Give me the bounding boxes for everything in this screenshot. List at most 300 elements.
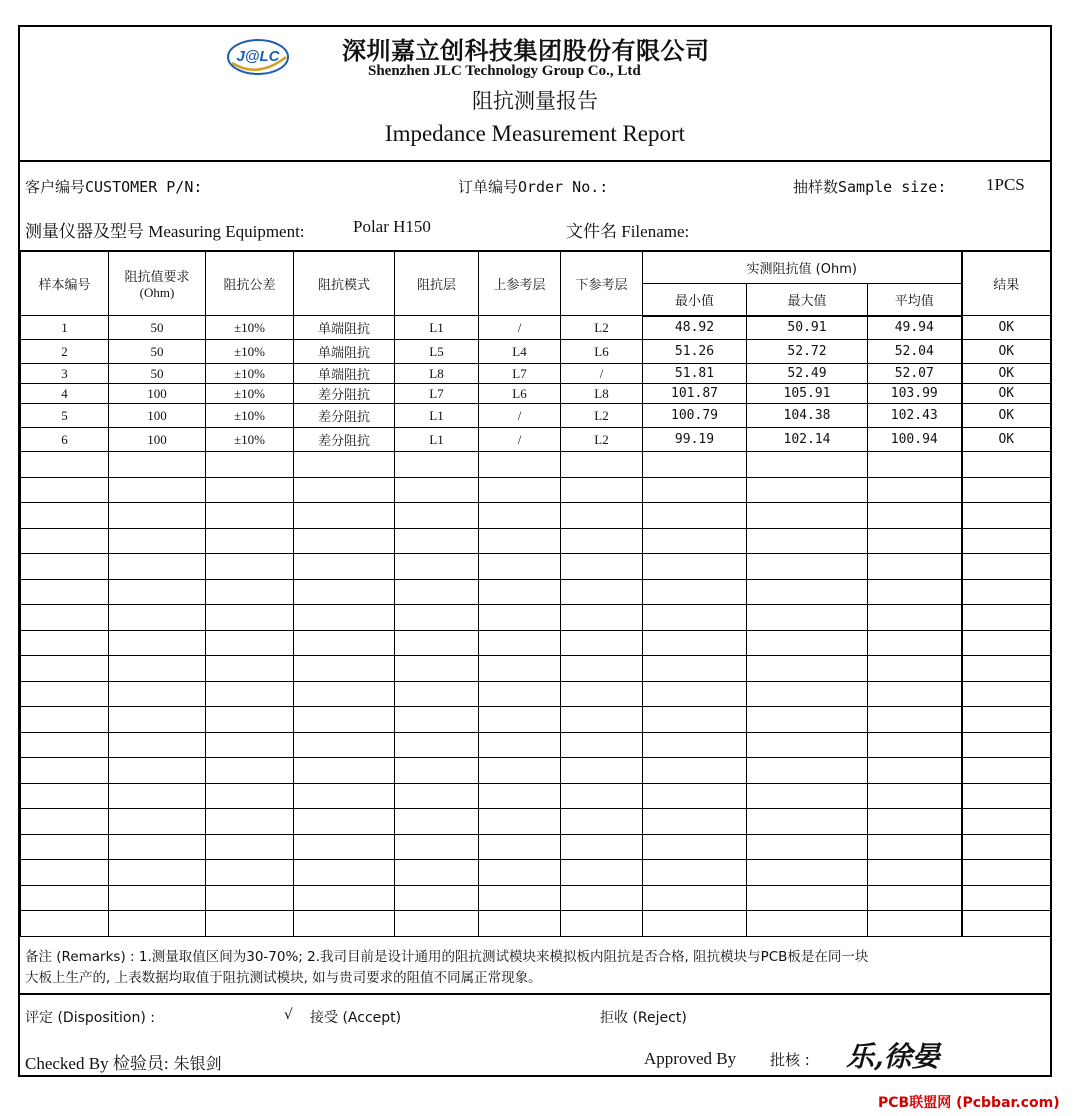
empty-cell (747, 732, 868, 758)
company-name-cn: 深圳嘉立创科技集团股份有限公司 (342, 37, 710, 65)
empty-cell (868, 630, 962, 656)
cell-avg: 52.04 (868, 340, 962, 364)
cell-down: L8 (561, 384, 643, 404)
empty-cell (561, 579, 643, 605)
cell-layer: L7 (395, 384, 479, 404)
empty-table-row (21, 783, 1051, 809)
empty-cell (962, 477, 1051, 503)
empty-cell (395, 630, 479, 656)
empty-cell (21, 630, 109, 656)
empty-cell (479, 528, 561, 554)
empty-cell (747, 860, 868, 886)
empty-cell (479, 605, 561, 631)
empty-cell (395, 605, 479, 631)
empty-cell (395, 681, 479, 707)
cell-req: 50 (109, 316, 206, 340)
empty-cell (561, 528, 643, 554)
empty-cell (479, 579, 561, 605)
empty-cell (21, 681, 109, 707)
cell-down: / (561, 364, 643, 384)
table-row (21, 384, 1051, 404)
cell-mode: 差分阻抗 (294, 404, 395, 428)
empty-cell (395, 809, 479, 835)
disposition-label: 评定 (Disposition) : (25, 1010, 155, 1026)
header-impedance-req: 阻抗值要求 (Ohm) (109, 251, 206, 316)
empty-table-row (21, 452, 1051, 478)
empty-cell (747, 452, 868, 478)
empty-table-row (21, 656, 1051, 682)
empty-cell (294, 783, 395, 809)
empty-cell (395, 860, 479, 886)
filename-label: 文件名 Filename: (566, 222, 690, 241)
empty-cell (109, 579, 206, 605)
empty-cell (21, 809, 109, 835)
cell-min: 101.87 (643, 384, 747, 404)
empty-cell (868, 452, 962, 478)
empty-cell (109, 783, 206, 809)
cell-min: 48.92 (643, 316, 747, 340)
empty-cell (206, 528, 294, 554)
cell-avg: 49.94 (868, 316, 962, 340)
cell-res: OK (962, 316, 1051, 340)
empty-table-row (21, 732, 1051, 758)
empty-cell (747, 911, 868, 937)
report-title-en: Impedance Measurement Report (384, 121, 686, 146)
cell-max: 50.91 (747, 316, 868, 340)
cell-no: 4 (21, 384, 109, 404)
empty-cell (479, 732, 561, 758)
empty-cell (21, 605, 109, 631)
cell-req: 50 (109, 340, 206, 364)
empty-table-row (21, 681, 1051, 707)
empty-cell (206, 554, 294, 580)
empty-cell (868, 681, 962, 707)
accept-label: 接受 (Accept) (310, 1010, 402, 1026)
cell-mode: 单端阻抗 (294, 340, 395, 364)
empty-table-row (21, 605, 1051, 631)
empty-cell (109, 732, 206, 758)
empty-cell (395, 732, 479, 758)
empty-cell (643, 783, 747, 809)
cell-tol: ±10% (206, 340, 294, 364)
empty-cell (206, 681, 294, 707)
cell-up: L4 (479, 340, 561, 364)
empty-table-row (21, 911, 1051, 937)
empty-cell (868, 656, 962, 682)
cell-down: L2 (561, 428, 643, 452)
empty-cell (479, 630, 561, 656)
empty-cell (561, 758, 643, 784)
empty-cell (643, 911, 747, 937)
cell-max: 102.14 (747, 428, 868, 452)
table-header-row (21, 251, 1051, 284)
empty-cell (747, 809, 868, 835)
approver-signature: 乐,徐晏 (846, 1040, 940, 1073)
empty-cell (747, 630, 868, 656)
reject-label: 拒收 (Reject) (600, 1010, 687, 1026)
empty-cell (643, 834, 747, 860)
empty-cell (206, 834, 294, 860)
cell-down: L2 (561, 316, 643, 340)
accept-checkmark: √ (284, 1007, 293, 1023)
empty-cell (294, 860, 395, 886)
empty-cell (962, 758, 1051, 784)
empty-cell (109, 885, 206, 911)
empty-table-row (21, 554, 1051, 580)
empty-cell (294, 732, 395, 758)
cell-up: / (479, 316, 561, 340)
empty-cell (206, 860, 294, 886)
empty-cell (561, 605, 643, 631)
cell-min: 51.81 (643, 364, 747, 384)
empty-cell (294, 758, 395, 784)
empty-cell (206, 707, 294, 733)
empty-cell (206, 477, 294, 503)
header-upper-ref: 上参考层 (479, 251, 561, 316)
empty-cell (21, 554, 109, 580)
empty-table-row (21, 477, 1051, 503)
cell-up: / (479, 428, 561, 452)
approved-cn-label: 批核 : (770, 1051, 810, 1069)
empty-cell (868, 503, 962, 529)
watermark: PCB联盟网 (Pcbbar.com) (878, 1095, 1060, 1111)
empty-cell (109, 834, 206, 860)
empty-cell (206, 758, 294, 784)
equipment-value: Polar H150 (353, 217, 431, 236)
empty-cell (962, 732, 1051, 758)
empty-cell (294, 656, 395, 682)
cell-mode: 单端阻抗 (294, 364, 395, 384)
empty-cell (962, 503, 1051, 529)
empty-cell (206, 605, 294, 631)
empty-cell (643, 758, 747, 784)
empty-cell (962, 911, 1051, 937)
empty-table-row (21, 579, 1051, 605)
table-row (21, 340, 1051, 364)
empty-cell (206, 503, 294, 529)
empty-table-row (21, 809, 1051, 835)
empty-cell (206, 656, 294, 682)
empty-cell (294, 554, 395, 580)
empty-cell (868, 783, 962, 809)
cell-min: 100.79 (643, 404, 747, 428)
empty-cell (561, 630, 643, 656)
cell-tol: ±10% (206, 404, 294, 428)
empty-cell (868, 758, 962, 784)
empty-cell (868, 860, 962, 886)
empty-cell (109, 656, 206, 682)
empty-cell (395, 758, 479, 784)
empty-cell (21, 528, 109, 554)
empty-cell (109, 554, 206, 580)
company-name-en: Shenzhen JLC Technology Group Co., Ltd (368, 63, 641, 79)
table-row (21, 316, 1051, 340)
empty-cell (643, 656, 747, 682)
cell-req: 100 (109, 428, 206, 452)
cell-layer: L5 (395, 340, 479, 364)
empty-cell (21, 477, 109, 503)
order-no-label: 订单编号Order No.: (458, 178, 609, 196)
empty-cell (395, 783, 479, 809)
empty-cell (109, 503, 206, 529)
empty-table-row (21, 630, 1051, 656)
empty-cell (479, 681, 561, 707)
empty-cell (21, 758, 109, 784)
empty-cell (561, 707, 643, 733)
empty-cell (21, 579, 109, 605)
report-header (20, 27, 1050, 162)
cell-no: 2 (21, 340, 109, 364)
empty-cell (643, 503, 747, 529)
empty-cell (962, 554, 1051, 580)
empty-cell (395, 528, 479, 554)
empty-cell (206, 783, 294, 809)
cell-mode: 差分阻抗 (294, 384, 395, 404)
empty-cell (294, 477, 395, 503)
cell-layer: L1 (395, 404, 479, 428)
empty-cell (643, 528, 747, 554)
svg-text:J@LC: J@LC (236, 48, 280, 65)
empty-table-row (21, 834, 1051, 860)
empty-cell (868, 707, 962, 733)
empty-cell (561, 885, 643, 911)
cell-req: 100 (109, 404, 206, 428)
empty-cell (747, 503, 868, 529)
empty-cell (395, 477, 479, 503)
empty-cell (206, 911, 294, 937)
cell-max: 104.38 (747, 404, 868, 428)
cell-up: / (479, 404, 561, 428)
empty-cell (479, 477, 561, 503)
jlc-logo (222, 33, 292, 77)
empty-cell (479, 783, 561, 809)
empty-cell (561, 681, 643, 707)
empty-cell (294, 630, 395, 656)
header-max: 最大值 (747, 284, 868, 316)
empty-table-row (21, 528, 1051, 554)
cell-res: OK (962, 364, 1051, 384)
empty-cell (294, 707, 395, 733)
empty-cell (962, 579, 1051, 605)
header-tolerance: 阻抗公差 (206, 251, 294, 316)
empty-cell (206, 579, 294, 605)
empty-cell (395, 452, 479, 478)
empty-cell (109, 630, 206, 656)
cell-tol: ±10% (206, 428, 294, 452)
cell-min: 99.19 (643, 428, 747, 452)
cell-res: OK (962, 404, 1051, 428)
sample-size-label: 抽样数Sample size: (793, 178, 947, 196)
empty-cell (294, 452, 395, 478)
sample-size-value: 1PCS (986, 175, 1025, 194)
empty-cell (747, 834, 868, 860)
empty-cell (294, 503, 395, 529)
empty-cell (962, 707, 1051, 733)
cell-layer: L1 (395, 428, 479, 452)
empty-cell (561, 656, 643, 682)
empty-cell (109, 809, 206, 835)
empty-cell (747, 528, 868, 554)
empty-cell (21, 656, 109, 682)
empty-cell (962, 528, 1051, 554)
table-row (21, 428, 1051, 452)
report-info (20, 160, 1050, 252)
empty-cell (747, 885, 868, 911)
empty-cell (294, 834, 395, 860)
empty-cell (962, 885, 1051, 911)
empty-cell (561, 732, 643, 758)
header-lower-ref: 下参考层 (561, 251, 643, 316)
empty-cell (206, 885, 294, 911)
impedance-table (20, 250, 1051, 937)
empty-cell (479, 885, 561, 911)
empty-cell (21, 911, 109, 937)
empty-cell (962, 860, 1051, 886)
empty-cell (747, 554, 868, 580)
empty-cell (561, 809, 643, 835)
cell-layer: L8 (395, 364, 479, 384)
cell-no: 5 (21, 404, 109, 428)
cell-max: 52.49 (747, 364, 868, 384)
empty-cell (395, 885, 479, 911)
empty-cell (21, 452, 109, 478)
header-mode: 阻抗模式 (294, 251, 395, 316)
cell-avg: 100.94 (868, 428, 962, 452)
empty-cell (643, 809, 747, 835)
cell-tol: ±10% (206, 364, 294, 384)
empty-cell (479, 834, 561, 860)
empty-cell (643, 860, 747, 886)
cell-tol: ±10% (206, 316, 294, 340)
empty-cell (868, 605, 962, 631)
empty-cell (21, 885, 109, 911)
empty-cell (395, 834, 479, 860)
empty-cell (747, 681, 868, 707)
empty-cell (962, 681, 1051, 707)
empty-cell (868, 579, 962, 605)
cell-res: OK (962, 340, 1051, 364)
empty-cell (747, 579, 868, 605)
empty-table-row (21, 885, 1051, 911)
empty-cell (479, 707, 561, 733)
cell-max: 52.72 (747, 340, 868, 364)
empty-cell (868, 528, 962, 554)
cell-min: 51.26 (643, 340, 747, 364)
header-min: 最小值 (643, 284, 747, 316)
empty-table-row (21, 503, 1051, 529)
empty-cell (643, 630, 747, 656)
empty-cell (868, 834, 962, 860)
empty-cell (395, 554, 479, 580)
empty-cell (109, 452, 206, 478)
cell-mode: 差分阻抗 (294, 428, 395, 452)
empty-cell (962, 452, 1051, 478)
cell-req: 100 (109, 384, 206, 404)
empty-cell (747, 707, 868, 733)
empty-cell (21, 732, 109, 758)
empty-cell (962, 809, 1051, 835)
empty-cell (561, 860, 643, 886)
customer-pn-label: 客户编号CUSTOMER P/N: (25, 178, 203, 196)
empty-cell (747, 783, 868, 809)
empty-cell (109, 758, 206, 784)
empty-cell (479, 911, 561, 937)
cell-up: L7 (479, 364, 561, 384)
empty-cell (868, 554, 962, 580)
equipment-label: 测量仪器及型号 Measuring Equipment: (25, 222, 305, 241)
empty-cell (479, 452, 561, 478)
header-avg: 平均值 (868, 284, 962, 316)
empty-cell (479, 503, 561, 529)
empty-cell (561, 911, 643, 937)
empty-cell (868, 477, 962, 503)
empty-cell (294, 605, 395, 631)
empty-cell (206, 809, 294, 835)
empty-cell (294, 681, 395, 707)
empty-cell (643, 885, 747, 911)
empty-cell (479, 554, 561, 580)
empty-cell (962, 834, 1051, 860)
empty-cell (21, 783, 109, 809)
header-sample-no: 样本编号 (21, 251, 109, 316)
empty-cell (395, 503, 479, 529)
empty-cell (747, 656, 868, 682)
empty-cell (206, 452, 294, 478)
remarks (20, 947, 1050, 995)
empty-cell (294, 579, 395, 605)
disposition (20, 993, 1050, 1075)
empty-table-row (21, 860, 1051, 886)
empty-cell (479, 656, 561, 682)
report-title-cn: 阻抗测量报告 (472, 89, 598, 113)
empty-cell (643, 681, 747, 707)
empty-cell (561, 503, 643, 529)
empty-cell (868, 885, 962, 911)
cell-avg: 103.99 (868, 384, 962, 404)
empty-table-row (21, 707, 1051, 733)
cell-req: 50 (109, 364, 206, 384)
empty-cell (21, 860, 109, 886)
cell-avg: 52.07 (868, 364, 962, 384)
empty-cell (294, 885, 395, 911)
empty-cell (395, 707, 479, 733)
cell-no: 1 (21, 316, 109, 340)
empty-cell (395, 656, 479, 682)
empty-cell (868, 911, 962, 937)
empty-cell (109, 681, 206, 707)
cell-avg: 102.43 (868, 404, 962, 428)
empty-cell (747, 477, 868, 503)
approved-by-label: Approved By (644, 1049, 737, 1068)
empty-cell (561, 834, 643, 860)
empty-cell (479, 758, 561, 784)
empty-cell (561, 783, 643, 809)
empty-cell (643, 605, 747, 631)
table-row (21, 404, 1051, 428)
empty-cell (868, 809, 962, 835)
cell-mode: 单端阻抗 (294, 316, 395, 340)
empty-cell (109, 477, 206, 503)
empty-cell (561, 477, 643, 503)
empty-cell (643, 707, 747, 733)
cell-no: 3 (21, 364, 109, 384)
empty-cell (109, 860, 206, 886)
checked-by-label: Checked By 检验员: 朱银剑 (25, 1054, 222, 1073)
remarks-line-1: 备注 (Remarks) : 1.测量取值区间为30-70%; 2.我司目前是设计通用的阻抗测试模块来模拟板内阻抗是否合格, 阻抗模块与PCB板是在同一块 (25, 949, 869, 965)
empty-cell (21, 834, 109, 860)
empty-cell (747, 605, 868, 631)
empty-cell (747, 758, 868, 784)
